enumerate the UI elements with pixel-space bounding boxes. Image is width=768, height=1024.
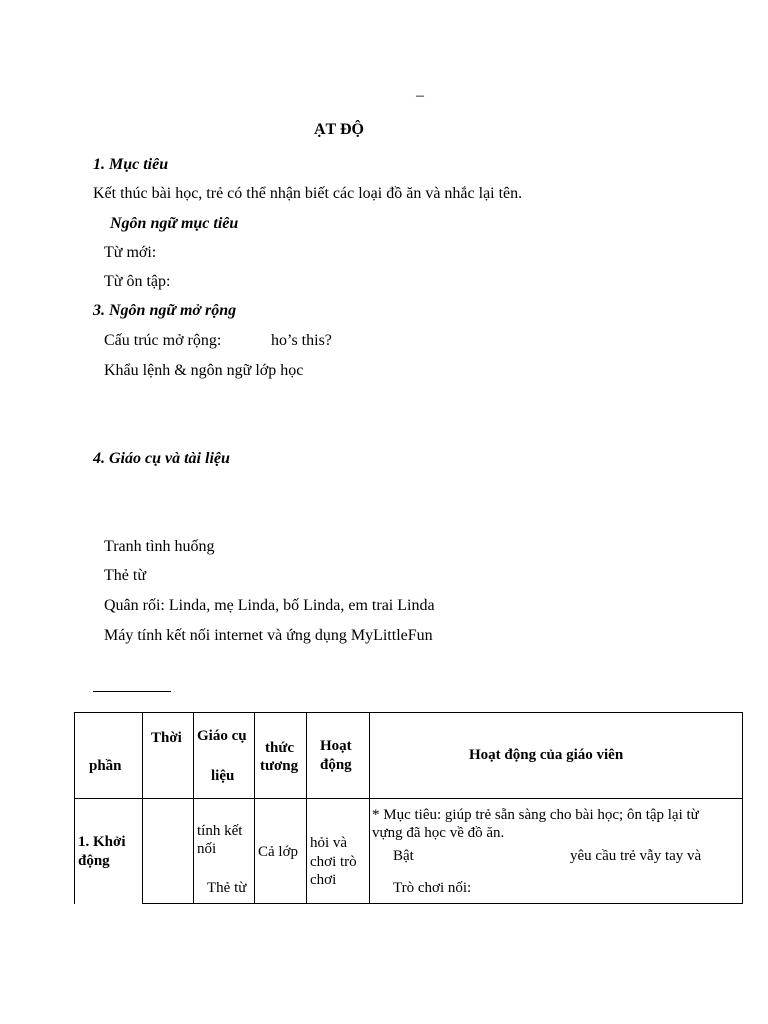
table-cell bbox=[143, 799, 194, 904]
header-time: Thời bbox=[151, 730, 182, 746]
row-part-line1: 1. Khởi bbox=[78, 834, 126, 850]
row-form: Cả lớp bbox=[258, 844, 299, 860]
extended-structure-label: Cấu trúc mở rộng: bbox=[104, 332, 222, 349]
table-cell bbox=[75, 799, 143, 904]
header-cell bbox=[75, 713, 143, 799]
table-cell bbox=[370, 799, 743, 904]
review-words-label: Từ ôn tập: bbox=[104, 273, 171, 290]
header-cell bbox=[143, 713, 194, 799]
row-teacher-line1: * Mục tiêu: giúp trẻ sẵn sàng cho bài học; ôn tập lại từ bbox=[372, 807, 699, 823]
row-activity-line3: chơi bbox=[310, 872, 337, 888]
extended-structure-value: ho’s this? bbox=[271, 332, 332, 349]
material-item: Máy tính kết nối internet và ứng dụng MyLittleFun bbox=[104, 627, 433, 644]
header-cell bbox=[194, 713, 255, 799]
section-divider bbox=[93, 691, 171, 692]
section-1-text: Kết thúc bài học, trẻ có thể nhận biết các loại đồ ăn và nhắc lại tên. bbox=[93, 185, 523, 202]
row-part-line2: động bbox=[78, 853, 110, 869]
new-words-label: Từ mới: bbox=[104, 244, 157, 261]
row-activity-line1: hỏi và bbox=[310, 835, 348, 851]
material-item: Quân rối: Linda, mẹ Linda, bố Linda, em trai Linda bbox=[104, 597, 435, 614]
section-4-heading: 4. Giáo cụ và tài liệu bbox=[93, 450, 230, 467]
header-cell bbox=[370, 713, 743, 799]
header-cell bbox=[255, 713, 307, 799]
row-materials-line3: Thẻ từ bbox=[207, 880, 247, 896]
row-activity-line2: chơi trò bbox=[310, 854, 357, 870]
row-materials-line1: tính kết bbox=[197, 823, 243, 839]
header-activity-line2: động bbox=[320, 757, 352, 773]
row-materials-line2: nối bbox=[197, 841, 217, 857]
row-teacher-line3b: yêu cầu trẻ vẫy tay và bbox=[570, 848, 702, 864]
section-2-heading: Ngôn ngữ mục tiêu bbox=[110, 215, 239, 232]
row-teacher-line3a: Bật bbox=[393, 848, 414, 864]
table-cell bbox=[194, 799, 255, 904]
classroom-language-label: Khẩu lệnh & ngôn ngữ lớp học bbox=[104, 362, 304, 379]
table-row bbox=[75, 799, 743, 904]
header-dash: – bbox=[416, 87, 424, 104]
lesson-plan-table bbox=[74, 712, 743, 904]
row-teacher-line2: vựng đã học về đồ ăn. bbox=[372, 825, 505, 841]
material-item: Tranh tình huống bbox=[104, 538, 215, 555]
table-header-row bbox=[75, 713, 743, 799]
header-cell bbox=[307, 713, 370, 799]
table-cell bbox=[307, 799, 370, 904]
material-item: Thẻ từ bbox=[104, 567, 146, 584]
header-form-line2: tương bbox=[260, 758, 299, 774]
section-3-heading: 3. Ngôn ngữ mở rộng bbox=[93, 302, 237, 319]
table-cell bbox=[255, 799, 307, 904]
header-materials-line2: liệu bbox=[211, 768, 235, 784]
header-materials-line1: Giáo cụ bbox=[197, 728, 247, 744]
page-title: ẠT ĐỘ bbox=[314, 121, 364, 138]
section-1-heading: 1. Mục tiêu bbox=[93, 156, 169, 173]
header-teacher-activity: Hoạt động của giáo viên bbox=[469, 747, 624, 763]
header-part: phần bbox=[89, 758, 122, 774]
header-form-line1: thức bbox=[265, 740, 294, 756]
row-teacher-line4: Trò chơi nối: bbox=[393, 880, 472, 896]
header-activity-line1: Hoạt bbox=[320, 738, 352, 754]
